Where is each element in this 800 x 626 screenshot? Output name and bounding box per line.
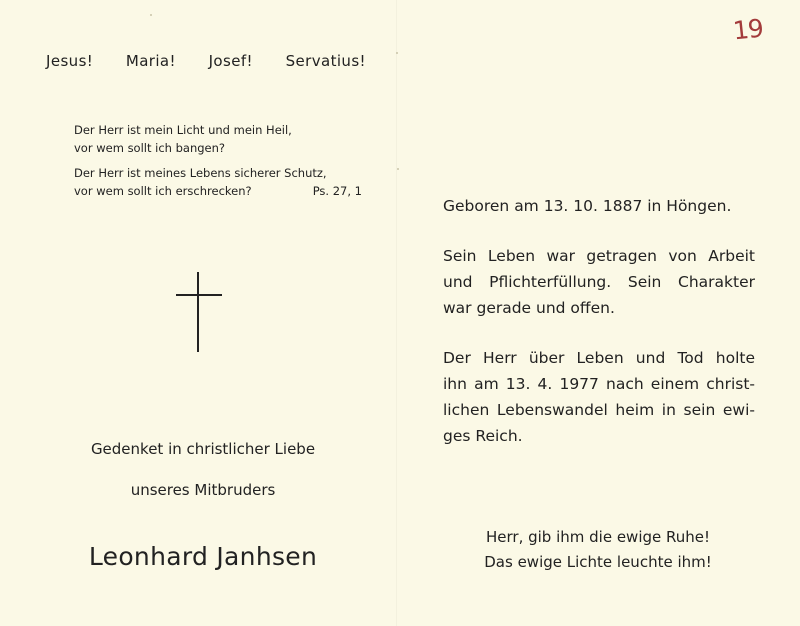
card-fold <box>396 0 397 626</box>
paper-speck <box>397 168 399 170</box>
death-line: Der Herr über Leben und Tod holte <box>443 349 755 367</box>
psalm-verse-2 <box>74 164 362 200</box>
death-line: ges Reich. <box>443 427 523 445</box>
psalm-line: Der Herr ist mein Licht und mein Heil, <box>74 123 292 137</box>
deceased-name: Leonhard Janhsen <box>88 542 318 571</box>
life-paragraph <box>443 243 755 321</box>
holy-name-jesus: Jesus! <box>46 52 94 70</box>
life-line: und Pflichterfüllung. Sein Charakter <box>443 273 755 291</box>
death-paragraph <box>443 345 755 449</box>
birth-line: Geboren am 13. 10. 1887 in Höngen. <box>443 197 732 215</box>
prayer-line: Das ewige Lichte leuchte ihm! <box>484 553 712 571</box>
psalm-line: vor wem sollt ich bangen? <box>74 141 226 155</box>
remember-line: Gedenket in christlicher Liebe <box>90 440 316 458</box>
psalm-verse-1 <box>74 121 292 157</box>
holy-names <box>46 52 366 70</box>
holy-name-josef: Josef! <box>208 52 253 70</box>
paper-speck <box>396 52 398 54</box>
holy-name-maria: Maria! <box>125 52 176 70</box>
holy-name-servatius: Servatius! <box>285 52 366 70</box>
birth-paragraph <box>443 193 755 219</box>
page-number: 19 <box>731 13 765 46</box>
death-line: ihn am 13. 4. 1977 nach einem christ- <box>443 375 755 393</box>
psalm-line: vor wem sollt ich erschrecken? <box>74 184 252 198</box>
closing-prayer <box>463 525 733 575</box>
cross-icon <box>176 272 222 352</box>
life-line: war gerade und offen. <box>443 299 615 317</box>
psalm-reference: Ps. 27, 1 <box>312 184 362 198</box>
paper-speck <box>150 14 152 16</box>
brother-line: unseres Mitbruders <box>130 481 276 499</box>
death-line: lichen Lebenswandel heim in sein ewi- <box>443 401 755 419</box>
life-line: Sein Leben war getragen von Arbeit <box>443 247 755 265</box>
psalm-line: Der Herr ist meines Lebens sicherer Schutz, <box>74 166 327 180</box>
prayer-line: Herr, gib ihm die ewige Ruhe! <box>485 528 711 546</box>
